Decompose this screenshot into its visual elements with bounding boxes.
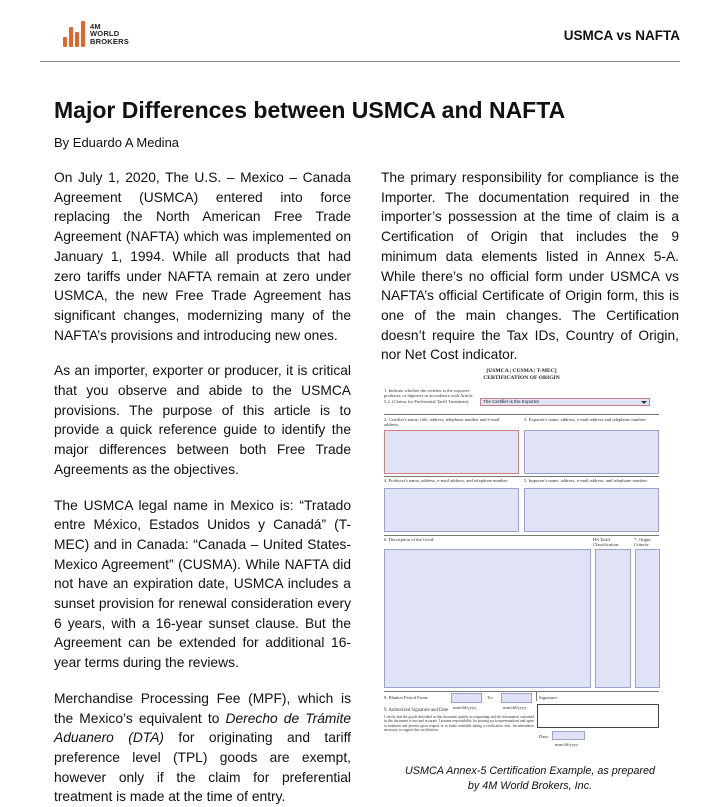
article-byline: By Eduardo A Medina (54, 135, 180, 150)
form-caption (381, 764, 679, 794)
logo-line-1: 4M (90, 21, 101, 31)
paragraph-intro: On July 1, 2020, The U.S. – Mexico – Canada Agreement (USMCA) entered into force replacing the North American Free Trade Agreement (NAFTA) which was implemented on January 1, 1994. While all products that had zero tariffs under NAFTA remain at zero under USMCA, the new Free Trade Agreement has significant changes, modernizing many of the NAFTA’s provisions and introducing new ones. (54, 170, 351, 343)
form-certifier-dropdown (480, 398, 650, 406)
form-certifier-value: The Certifier is the Exporter (483, 399, 540, 404)
form-hs-box (595, 549, 631, 688)
right-column (381, 168, 679, 381)
form-period-from-box (451, 693, 482, 703)
form-title-line-2: CERTIFICATION OF ORIGIN (483, 375, 560, 381)
form-field-8-label: 8. Blanket Period From: (384, 695, 429, 700)
form-hs-label: HS Tariff Classification: (593, 537, 620, 548)
form-date-format: mm/dd/yyyy (555, 742, 579, 747)
form-period-to-box (501, 693, 532, 703)
form-rule-3 (384, 535, 659, 536)
page-header (0, 0, 720, 62)
certification-form-image (381, 366, 662, 752)
form-from-date-format: mm/dd/yyyy (453, 705, 477, 710)
form-rule-2 (384, 476, 659, 477)
form-origin-box (635, 549, 660, 688)
form-field-5-label: 5. Importer's name, address, e-mail address, and telephone number: (524, 478, 648, 483)
form-origin-label: 7. Origin Criteria: (634, 537, 651, 548)
form-field-4-label: 4. Producer's name, address, e-mail address, and telephone number: (384, 478, 509, 483)
logo-line-3: BROKERS (90, 36, 129, 46)
mpf-text-italic: Derecho de Trámite Aduanero (DTA) (54, 710, 351, 746)
form-description-box (384, 549, 591, 688)
form-signature-label: Signature: (539, 695, 558, 700)
form-signature-box (537, 704, 659, 728)
form-field-3-label: 3. Exporter's name, address, e-mail address and telephone number: (524, 417, 647, 422)
paragraph-compliance: The primary responsibility for compliance is the Importer. The documentation required in the importer’s possession at the time of claim is a Certification of Origin that includes the 9 minimum data elements listed in Annex 5-A. While there’s no official form under USMCA vs NAFTA’s official Certificate of Origin form, this is one of the main changes. The Certification doesn’t require the Tax IDs, Country of Origin, nor Net Cost indicator. (381, 170, 679, 363)
form-producer-box (384, 488, 519, 532)
logo-line-2: WORLD (90, 29, 120, 39)
form-certify-text: I certify that the goods described in this document qualify as originating and the information contained in this document is true and accurate. I assume responsibility for proving such representations and agree to maintain and present upon request or to make available during a verification visit, documentation necessary to support this certification. (384, 715, 534, 733)
form-field-6-label: 6. Description of the Good: (384, 537, 435, 542)
paragraph-legal-name: The USMCA legal name in Mexico is: “Tratado entre México, Estados Unidos y Canadá” (T-MEC) and in Canada: “Canada – United States-Mexico Agreement” (CUSMA). While NAFTA did not have an expiration date, USMCA includes a sunset provision for renewal consideration every 6 years, with a 16-year sunset clause. But the Agreement can be extended for additional 16-year terms during the reviews. (54, 497, 351, 671)
paragraph-mpf (54, 689, 351, 807)
left-column (54, 168, 351, 807)
form-to-date-format: mm/dd/yyyy (503, 705, 527, 710)
header-divider (40, 61, 680, 62)
company-logo (63, 21, 129, 47)
caption-line-1: USMCA Annex-5 Certification Example, as prepared (404, 765, 656, 777)
paragraph-purpose: As an importer, exporter or producer, it is critical that you observe and abide to the USMCA provisions. The purpose of this article is to provide a quick reference guide to identify the major differences between both Free Trade Agreements as the objectives. (54, 363, 351, 477)
form-exporter-box (524, 430, 659, 474)
caption-line-2: by 4M World Brokers, Inc. (467, 780, 593, 792)
form-certifier-box (384, 430, 519, 474)
form-rule-1 (384, 414, 659, 415)
form-importer-box (524, 488, 659, 532)
form-field-9-label: 9. Authorized Signature and Date (384, 708, 449, 713)
form-to-label: To: (487, 695, 494, 700)
header-title: USMCA vs NAFTA (563, 28, 680, 43)
article-title: Major Differences between USMCA and NAFTA (54, 97, 566, 123)
form-date-label: Date: (539, 734, 549, 739)
form-title-line-1: [USMCA | CUSMA | T-MEC] (486, 368, 557, 374)
form-field-1-label: 1. Indicate whether the certifier is the exporter, producer, or importer in accordance with Article 5.2. (Claims for Preferential Tariff Treatment). (384, 388, 473, 404)
dropdown-arrow-icon (641, 401, 647, 404)
form-date-box (552, 731, 585, 740)
logo-text (90, 23, 129, 46)
mpf-text-after: for originating and tariff preference level (TPL) goods are exempt, however only if the claim for preferential treatment is made at the time of entry. (54, 730, 351, 805)
form-rule-4 (384, 691, 659, 692)
form-vrule (536, 691, 537, 701)
form-field-2-label: 2. Certifier's name, title, address, telephone number and e-mail address: (384, 417, 500, 428)
mpf-text-before: Merchandise Processing Fee (MPF), which is the Mexico’s equivalent to (54, 690, 351, 726)
logo-bars-icon (63, 21, 85, 47)
